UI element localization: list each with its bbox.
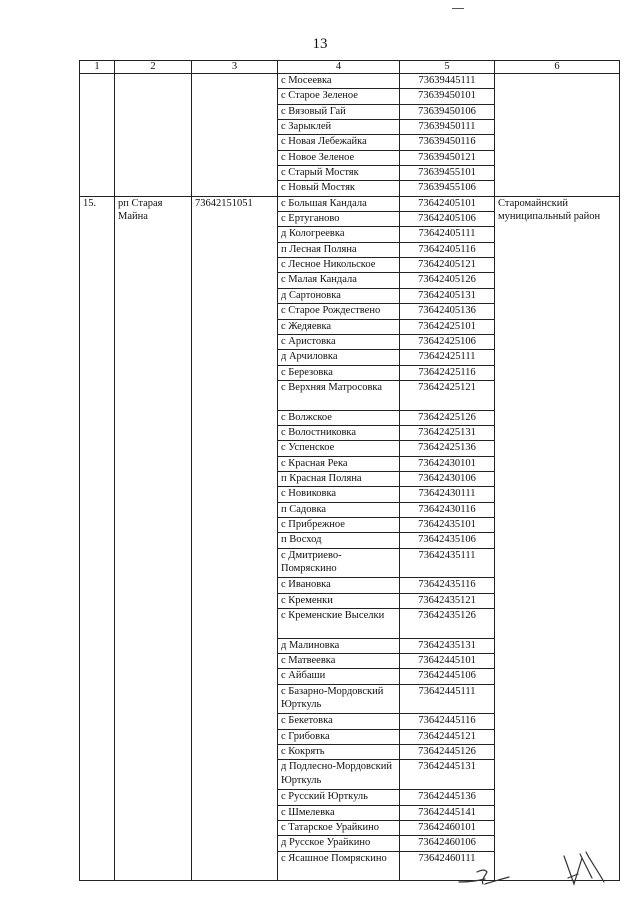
table-body xyxy=(80,61,620,881)
locality-name: с Кременки xyxy=(278,593,400,608)
locality-name: с Грибовка xyxy=(278,729,400,744)
locality-name: д Сартоновка xyxy=(278,288,400,303)
locality-code: 73642435101 xyxy=(400,517,495,532)
locality-name: с Новое Зеленое xyxy=(278,150,400,165)
locality-code: 73642425106 xyxy=(400,334,495,349)
locality-code: 73642445116 xyxy=(400,714,495,729)
locality-name: с Матвеевка xyxy=(278,654,400,669)
code-cell xyxy=(192,74,278,197)
locality-name: с Прибрежное xyxy=(278,517,400,532)
locality-name: с Шмелевка xyxy=(278,805,400,820)
locality-code: 73642405116 xyxy=(400,242,495,257)
locality-name: с Айбаши xyxy=(278,669,400,684)
locality-name: п Красная Поляна xyxy=(278,471,400,486)
locality-name: с Зарыклей xyxy=(278,120,400,135)
locality-code: 73639455106 xyxy=(400,181,495,196)
district-name: Старомайнский муниципальный район xyxy=(495,196,620,880)
locality-name: с Татарское Урайкино xyxy=(278,820,400,835)
locality-name: с Кокрять xyxy=(278,745,400,760)
locality-name: п Восход xyxy=(278,533,400,548)
locality-code: 73642405111 xyxy=(400,227,495,242)
locality-code: 73642445111 xyxy=(400,684,495,714)
locality-code: 73642445136 xyxy=(400,790,495,805)
locality-code: 73642405101 xyxy=(400,196,495,211)
locality-code: 73642435116 xyxy=(400,578,495,593)
locality-name: с Ивановка xyxy=(278,578,400,593)
locality-name: с Старое Зеленое xyxy=(278,89,400,104)
locality-code: 73642435131 xyxy=(400,638,495,653)
settlement-code: 73642151051 xyxy=(192,196,278,880)
locality-code: 73639455101 xyxy=(400,166,495,181)
column-header: 1 xyxy=(80,61,115,74)
locality-code: 73639450101 xyxy=(400,89,495,104)
locality-code: 73642460101 xyxy=(400,820,495,835)
locality-name: с Русский Юрткуль xyxy=(278,790,400,805)
locality-code: 73639450116 xyxy=(400,135,495,150)
locality-code: 73642425136 xyxy=(400,441,495,456)
settlements-table xyxy=(79,60,620,881)
locality-name: д Кологреевка xyxy=(278,227,400,242)
locality-code: 73642405136 xyxy=(400,304,495,319)
locality-code: 73642445106 xyxy=(400,669,495,684)
locality-name: с Волжское xyxy=(278,410,400,425)
column-header: 5 xyxy=(400,61,495,74)
locality-code: 73642430116 xyxy=(400,502,495,517)
locality-code: 73642405126 xyxy=(400,273,495,288)
locality-code: 73642445141 xyxy=(400,805,495,820)
locality-name: с Мосеевка xyxy=(278,74,400,89)
locality-code: 73642445121 xyxy=(400,729,495,744)
locality-code: 73642445101 xyxy=(400,654,495,669)
column-header: 2 xyxy=(115,61,192,74)
locality-name: с Красная Река xyxy=(278,456,400,471)
table-row xyxy=(80,196,620,211)
locality-code: 73642460111 xyxy=(400,851,495,881)
settlement-cell xyxy=(115,74,192,197)
locality-name: д Русское Урайкино xyxy=(278,836,400,851)
column-header: 4 xyxy=(278,61,400,74)
locality-code: 73639445111 xyxy=(400,74,495,89)
locality-code: 73642430101 xyxy=(400,456,495,471)
header-row xyxy=(80,61,620,74)
locality-name: п Садовка xyxy=(278,502,400,517)
locality-name: с Верхняя Матросовка xyxy=(278,380,400,410)
locality-code: 73642435126 xyxy=(400,609,495,639)
locality-name: с Старое Рождествено xyxy=(278,304,400,319)
locality-name: с Успенское xyxy=(278,441,400,456)
district-cell xyxy=(495,74,620,197)
locality-name: с Новая Лебежайка xyxy=(278,135,400,150)
locality-code: 73642445131 xyxy=(400,760,495,790)
locality-code: 73642405131 xyxy=(400,288,495,303)
top-edge-mark xyxy=(452,8,464,9)
locality-code: 73639450111 xyxy=(400,120,495,135)
locality-name: с Вязовый Гай xyxy=(278,104,400,119)
locality-name: с Волостниковка xyxy=(278,425,400,440)
locality-name: с Аристовка xyxy=(278,334,400,349)
locality-code: 73642425111 xyxy=(400,350,495,365)
column-header: 6 xyxy=(495,61,620,74)
locality-code: 73642435121 xyxy=(400,593,495,608)
settlement-name: рп Старая Майна xyxy=(115,196,192,880)
locality-name: с Ясашное Помряскино xyxy=(278,851,400,881)
locality-name: с Новиковка xyxy=(278,487,400,502)
locality-name: д Арчиловка xyxy=(278,350,400,365)
locality-name: д Малиновка xyxy=(278,638,400,653)
locality-code: 73642445126 xyxy=(400,745,495,760)
locality-name: с Бекетовка xyxy=(278,714,400,729)
table-row xyxy=(80,74,620,89)
locality-name: п Лесная Поляна xyxy=(278,242,400,257)
locality-name: с Старый Мостяк xyxy=(278,166,400,181)
locality-code: 73639450121 xyxy=(400,150,495,165)
locality-name: с Малая Кандала xyxy=(278,273,400,288)
locality-name: с Лесное Никольское xyxy=(278,258,400,273)
locality-code: 73642460106 xyxy=(400,836,495,851)
page-number: 13 xyxy=(312,36,328,52)
number-cell xyxy=(80,74,115,197)
locality-code: 73639450106 xyxy=(400,104,495,119)
locality-name: с Кременские Выселки xyxy=(278,609,400,639)
column-header: 3 xyxy=(192,61,278,74)
locality-code: 73642435106 xyxy=(400,533,495,548)
locality-code: 73642425101 xyxy=(400,319,495,334)
locality-code: 73642430106 xyxy=(400,471,495,486)
locality-code: 73642435111 xyxy=(400,548,495,578)
locality-code: 73642425131 xyxy=(400,425,495,440)
locality-code: 73642425116 xyxy=(400,365,495,380)
locality-name: д Подлесно-Мордовский Юрткуль xyxy=(278,760,400,790)
locality-name: с Ертуганово xyxy=(278,212,400,227)
locality-code: 73642425126 xyxy=(400,410,495,425)
locality-name: с Дмитриево-Помряскино xyxy=(278,548,400,578)
locality-name: с Новый Мостяк xyxy=(278,181,400,196)
locality-code: 73642405106 xyxy=(400,212,495,227)
locality-name: с Большая Кандала xyxy=(278,196,400,211)
locality-name: с Березовка xyxy=(278,365,400,380)
locality-name: с Базарно-Мордовский Юрткуль xyxy=(278,684,400,714)
locality-name: с Жедяевка xyxy=(278,319,400,334)
entry-number: 15. xyxy=(80,196,115,880)
locality-code: 73642425121 xyxy=(400,380,495,410)
locality-code: 73642430111 xyxy=(400,487,495,502)
locality-code: 73642405121 xyxy=(400,258,495,273)
